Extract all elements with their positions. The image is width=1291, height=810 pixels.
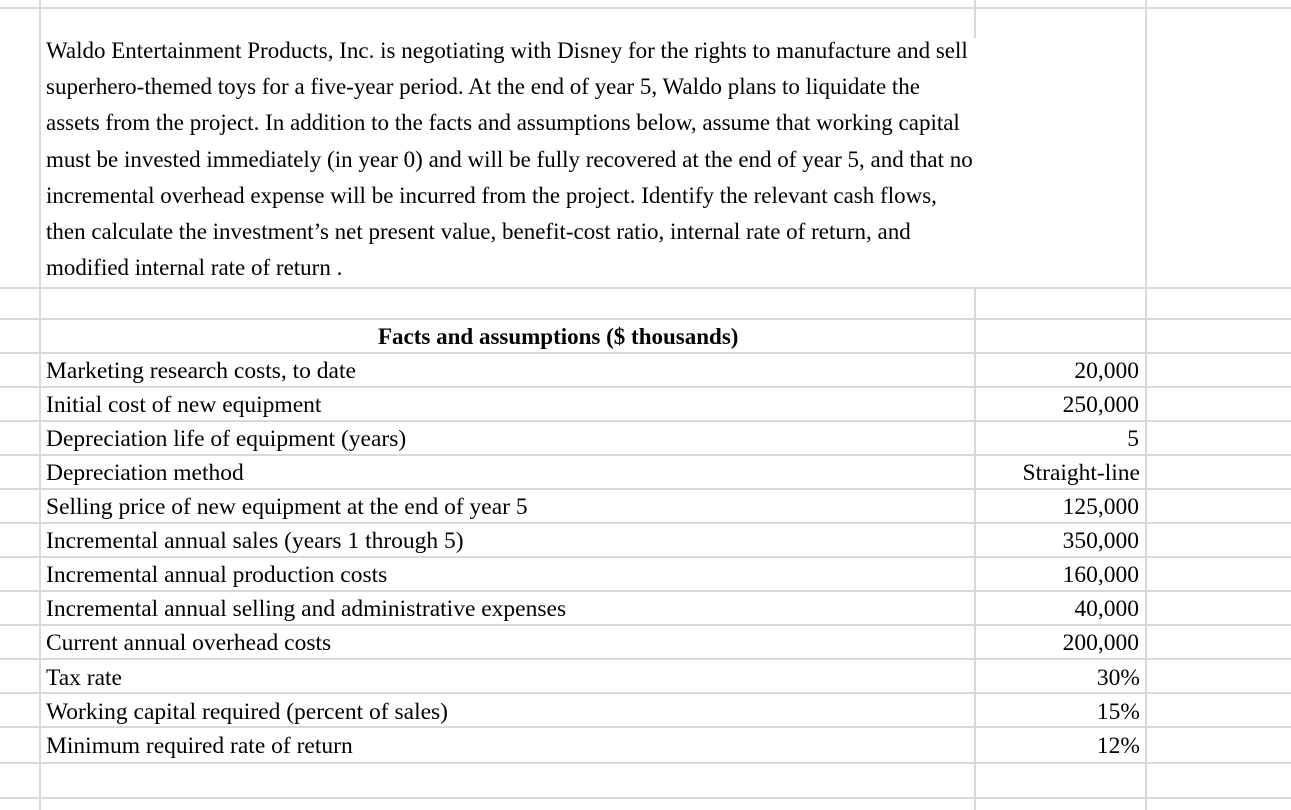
gridline — [974, 287, 976, 352]
fact-value: 350,000 — [1062, 528, 1139, 554]
fact-value: 20,000 — [1074, 358, 1139, 384]
table-row — [0, 695, 1291, 729]
problem-line: superhero-themed toys for a five-year period. At the end of year 5, Waldo plans to liquidate the — [46, 74, 920, 100]
fact-value: 15% — [1096, 699, 1140, 725]
problem-line: incremental overhead expense will be incurred from the project. Identify the relevant cash flows, — [46, 182, 937, 208]
gridline — [0, 318, 1291, 320]
problem-line: assets from the project. In addition to the facts and assumptions below, assume that working capital — [46, 110, 960, 136]
fact-label: Minimum required rate of return — [46, 733, 353, 759]
table-row — [0, 729, 1291, 763]
problem-line: must be invested immediately (in year 0) and will be fully recovered at the end of year 5, and that no — [46, 146, 973, 172]
fact-value: 12% — [1096, 733, 1140, 759]
gridline — [0, 287, 1291, 289]
fact-value: 125,000 — [1062, 494, 1139, 520]
table-row — [0, 524, 1291, 558]
fact-value: 30% — [1096, 665, 1140, 691]
table-row — [0, 490, 1291, 524]
table-row — [0, 354, 1291, 388]
fact-value: Straight-line — [1022, 460, 1140, 486]
table-row — [0, 422, 1291, 456]
gridline — [0, 797, 1291, 799]
fact-label: Tax rate — [46, 665, 122, 691]
problem-line: Waldo Entertainment Products, Inc. is negotiating with Disney for the rights to manufacture and sell — [46, 38, 968, 63]
problem-statement — [46, 33, 1156, 286]
fact-label: Marketing research costs, to date — [46, 358, 356, 384]
fact-label: Incremental annual selling and administrative expenses — [46, 596, 567, 622]
problem-line: then calculate the investment’s net present value, benefit-cost ratio, internal rate of return, and — [46, 218, 911, 244]
fact-value: 200,000 — [1062, 630, 1139, 656]
table-row — [0, 456, 1291, 490]
fact-value: 250,000 — [1062, 392, 1139, 418]
fact-label: Selling price of new equipment at the end of year 5 — [46, 494, 528, 520]
fact-label: Incremental annual production costs — [46, 562, 388, 588]
fact-label: Incremental annual sales (years 1 through 5) — [46, 528, 464, 554]
fact-label: Initial cost of new equipment — [46, 392, 322, 418]
fact-value: 160,000 — [1062, 562, 1139, 588]
fact-label: Current annual overhead costs — [46, 630, 332, 656]
table-row — [0, 626, 1291, 660]
table-row — [0, 661, 1291, 695]
table-row — [0, 558, 1291, 592]
gridline — [0, 7, 1291, 9]
problem-line: modified internal rate of return . — [46, 255, 343, 281]
table-row — [0, 388, 1291, 422]
fact-label: Working capital required (percent of sales) — [46, 699, 449, 725]
fact-label: Depreciation life of equipment (years) — [46, 426, 407, 452]
fact-value: 5 — [1127, 426, 1139, 452]
fact-label: Depreciation method — [46, 460, 244, 486]
facts-heading: Facts and assumptions ($ thousands) — [378, 324, 739, 349]
table-row — [0, 592, 1291, 626]
fact-value: 40,000 — [1074, 596, 1139, 622]
